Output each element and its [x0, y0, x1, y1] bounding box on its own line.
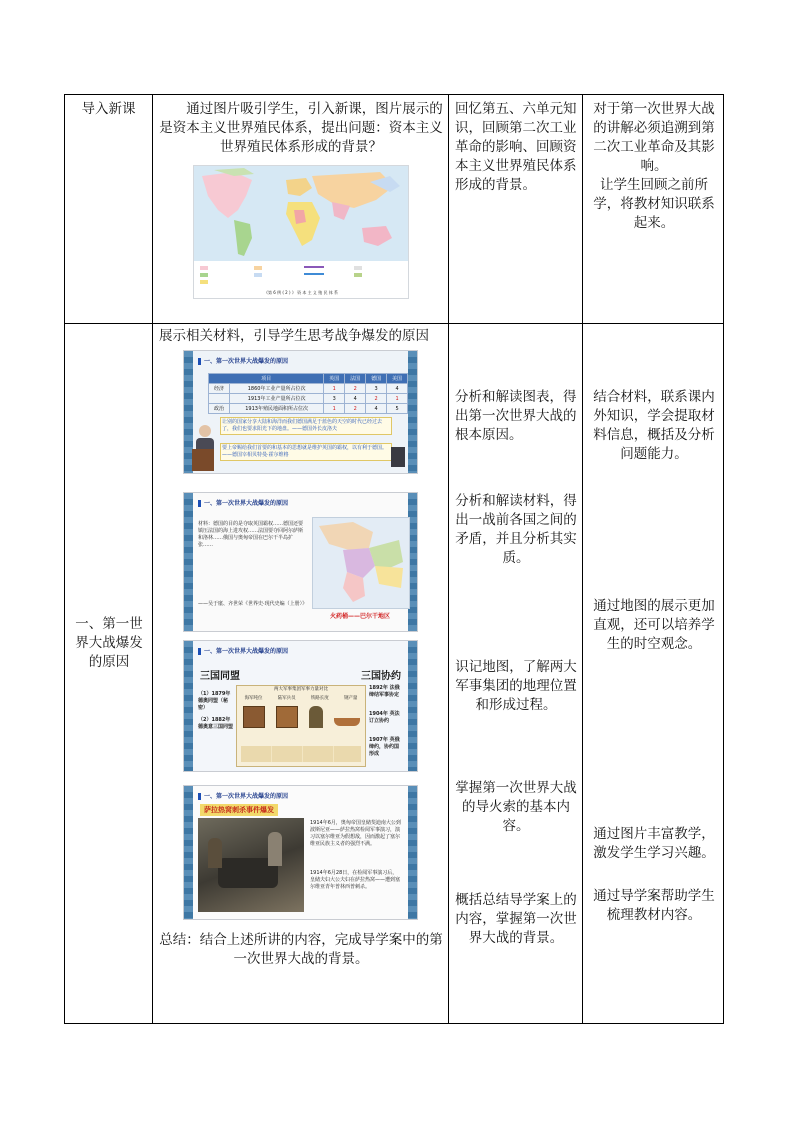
teacher-intro-causes: 展示相关材料，引导学生思考战争爆发的原因 [159, 328, 429, 344]
stage-label-causes: 一、第一世界大战爆发的原因 [75, 616, 143, 670]
sarajevo-paragraph-1: 1914年6月，奥匈帝国皇储斐迪南大公到波斯尼亚——萨拉热窝检阅军事演习，演习以塞尔维亚为假想敌，因而激起了塞尔维亚民族主义者的强烈不满。 [310, 820, 401, 847]
design-intent-1: 结合材料，联系课内外知识，学会提取材料信息，概括及分析问题能力。 [593, 389, 715, 462]
triple-alliance-title: 三国同盟 [200, 671, 240, 682]
balkan-map-label: 火药桶——巴尔干地区 [330, 613, 391, 620]
material-source: ——吴于廑、齐世荣《世界史·现代史编（上册）》 [198, 601, 308, 607]
quote-germany-1: 让别的国家分享大陆和海洋而我们德国满足于蓝色的天空的时代已经过去了，我们也要求阳光下的地盘。——德国外长皮洛夫 [220, 417, 392, 435]
slide-sarajevo [183, 785, 418, 920]
triple-entente-title: 三国协约 [361, 671, 401, 682]
student-activity-intro: 回忆第五、六单元知识，回顾第二次工业革命的影响、回顾资本主义世界殖民体系形成的背景。 [455, 101, 577, 193]
map-caption: 《第 6 例 ( 2 ) 》 资 本 主 义 殖 民 体 系 [263, 290, 338, 295]
world-map-graphic [194, 166, 408, 298]
row-divider [65, 323, 723, 324]
student-activity-5: 概括总结导学案上的内容，掌握第一次世界大战的背景。 [455, 892, 577, 946]
slide-military-blocs [183, 640, 418, 772]
slide-heading: 一、第一次世界大战爆发的原因 [198, 791, 288, 800]
slide-economy-table [183, 350, 418, 474]
entente-step-3: 1907年 英俄缔约，协约国形成 [369, 737, 400, 757]
balkan-map [312, 517, 410, 609]
podium-right [391, 447, 405, 467]
entente-step-2: 1904年 英法订立协约 [369, 711, 400, 724]
soldier-icon [309, 706, 323, 728]
quote-germany-2: 要上帝赐给我们首要的和基本的思想就是维护英国的霸权，以有利于德国。——德国宰相贝特曼·霍尔维格 [220, 443, 392, 461]
design-intent-4: 通过导学案帮助学生梳理教材内容。 [593, 888, 715, 923]
student-activity-1: 分析和解读图表，得出第一次世界大战的根本原因。 [455, 389, 577, 443]
balkan-map-graphic [313, 518, 409, 608]
design-intent-intro: 对于第一次世界大战的讲解必须追溯到第二次工业革命及其影响。 让学生回顾之前所学，将教材知识联系起来。 [593, 101, 715, 231]
teacher-summary-causes: 总结：结合上述所讲的内容，完成导学案中的第一次世界大战的背景。 [159, 932, 443, 967]
lesson-plan-table [64, 94, 724, 1024]
military-comparison-panel: 两大军事集团军事力量对比 海军吨位 陆军兵员 铁路长度 钢产量 [236, 685, 366, 767]
slide-heading: 一、第一次世界大战爆发的原因 [198, 646, 288, 655]
colonial-world-map [193, 165, 409, 299]
alliance-step-2: （2）1882年德奥意三国同盟 [198, 717, 234, 730]
alliance-step-1: （1）1879年德奥同盟（秘密） [198, 691, 231, 711]
col-divider [448, 95, 449, 1023]
design-intent-3: 通过图片丰富教学，激发学生学习兴趣。 [593, 826, 715, 861]
teacher-activity-intro: 通过图片吸引学生，引入新课，图片展示的是资本主义世界殖民体系，提出问题：资本主义世界殖民体系形成的背景？ [159, 101, 443, 155]
sarajevo-banner: 萨拉热窝刺杀事件爆发 [200, 804, 278, 816]
student-activity-2: 分析和解读材料，得出一战前各国之间的矛盾，并且分析其实质。 [455, 493, 577, 566]
stage-label-intro: 导入新课 [81, 101, 136, 117]
design-intent-2: 通过地图的展示更加直观，还可以培养学生的时空观念。 [593, 598, 715, 652]
student-activity-4: 掌握第一次世界大战的导火索的基本内容。 [455, 780, 577, 834]
material-text: 材料：德国的目的是夺取英国霸权……德国还要镇压法国的海上进攻权……法国要夺回阿尔萨斯和洛林……俄国与奥匈帝国在巴尔干半岛扩张…… [198, 521, 304, 548]
crate-icon [276, 706, 298, 728]
comparison-title: 两大军事集团军事力量对比 [274, 687, 328, 692]
sarajevo-paragraph-2: 1914年6月28日，在检阅军事演习后，皇储夫妇大公夫妇在萨拉热窝——遭到塞尔维亚青年普林西普刺杀。 [310, 870, 401, 890]
assassination-painting [198, 818, 304, 912]
entente-step-1: 1892年 法俄缔结军事协定 [369, 685, 400, 698]
warship-icon [334, 718, 360, 726]
industry-colony-rank-table: 项目 英国 法国 德国 美国 经济 1860年工业产量所占位次 1 2 3 4 1913年工业产量所占位次 3 4 2 1 政治 1913年殖民地面积所占位次 1 2 4 5 [208, 373, 408, 414]
slide-heading: 一、第一次世界大战爆发的原因 [198, 356, 288, 365]
podium-left [192, 449, 214, 471]
crate-icon [243, 706, 265, 728]
student-activity-3: 识记地图，了解两大军事集团的地理位置和形成过程。 [455, 659, 577, 713]
col-divider [582, 95, 583, 1023]
slide-heading: 一、第一次世界大战爆发的原因 [198, 498, 288, 507]
slide-balkan-material [183, 492, 418, 632]
col-divider [152, 95, 153, 1023]
